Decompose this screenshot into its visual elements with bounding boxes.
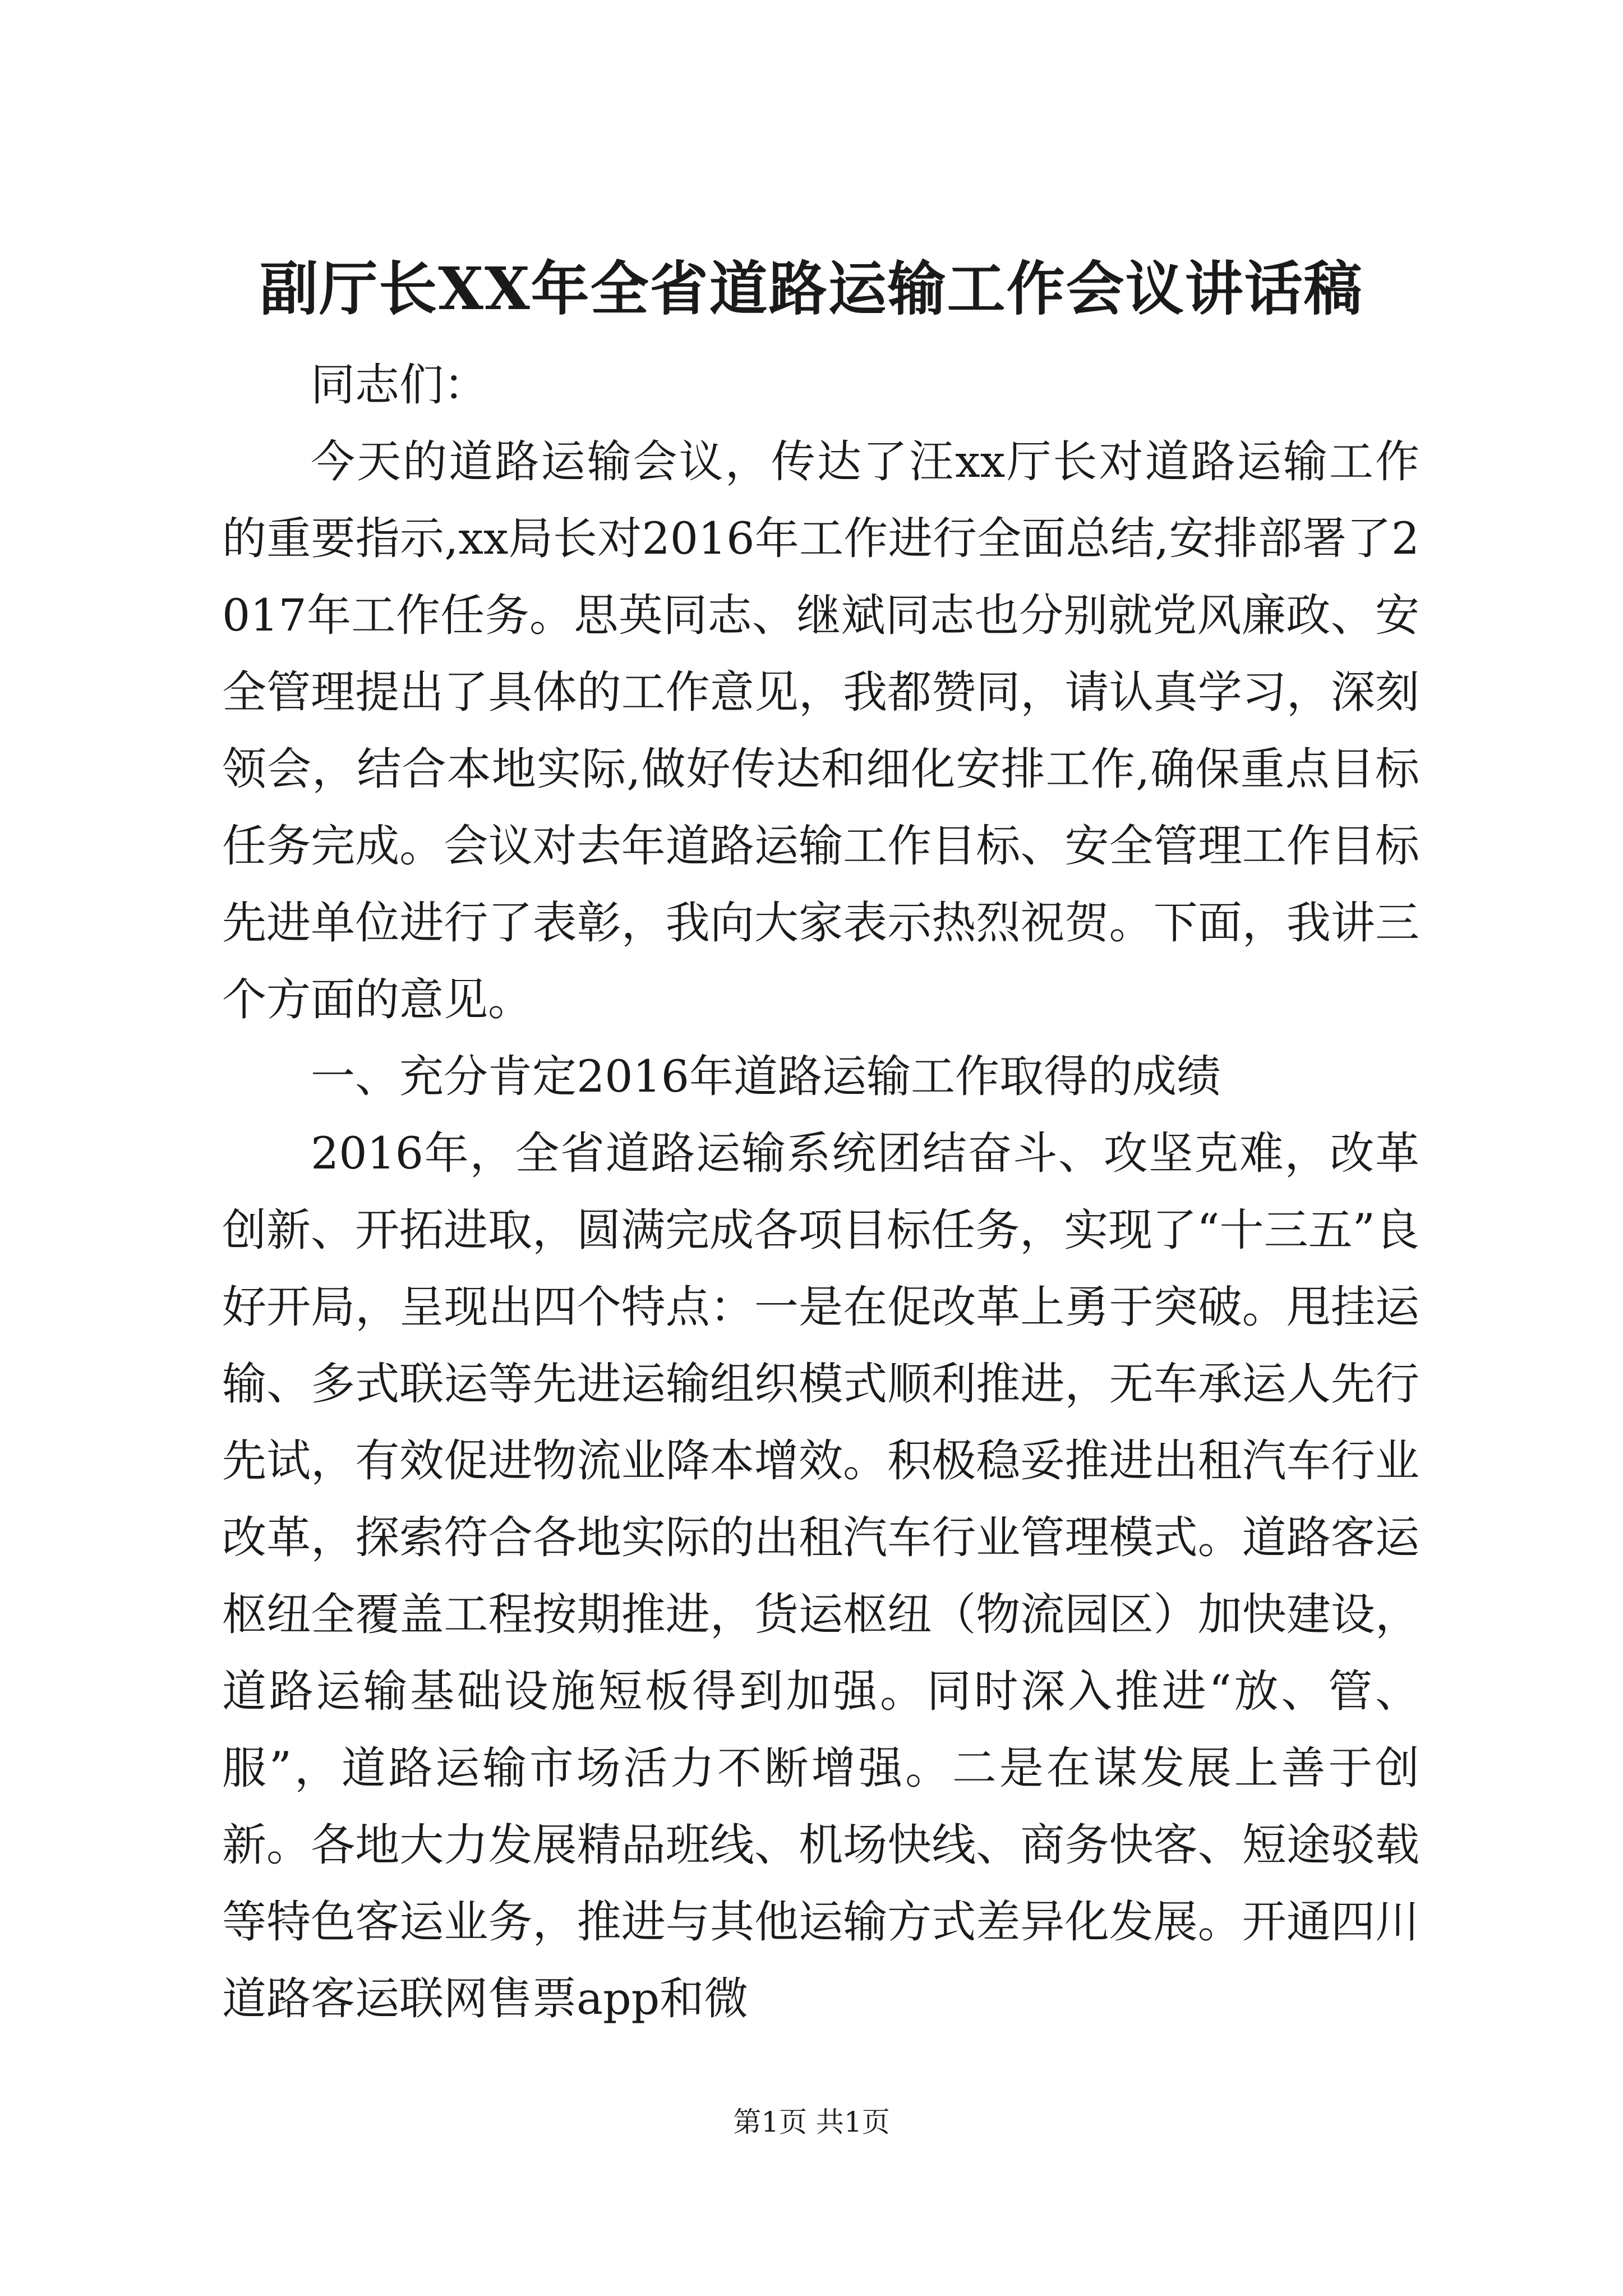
- salutation-paragraph: 同志们：: [311, 359, 488, 411]
- document-body: [222, 347, 1419, 2037]
- achievements-paragraph: 2016年，全省道路运输系统团结奋斗、攻坚克难，改革创新、开拓进取，圆满完成各项目标任务，实现了“十三五”良好开局，呈现出四个特点：一是在促改革上勇于突破。甩挂运输、多式联运等先进运输组织模式顺利推进，无车承运人先行先试，有效促进物流业降本增效。积极稳妥推进出租汽车行业改革，探索符合各地实际的出租汽车行业管理模式。道路客运枢纽全覆盖工程按期推进，货运枢纽（物流园区）加快建设，道路运输基础设施短板得到加强。同时深入推进“放、管、服”，道路运输市场活力不断增强。二是在谋发展上善于创新。各地大力发展精品班线、机场快线、商务快客、短途驳载等特色客运业务，推进与其他运输方式差异化发展。开通四川道路客运联网售票app和微: [222, 1128, 1419, 2024]
- intro-paragraph: 今天的道路运输会议，传达了汪xx厅长对道路运输工作的重要指示,xx局长对2016年工作进行全面总结,安排部署了2017年工作任务。思英同志、继斌同志也分别就党风廉政、安全管理提出了具体的工作意见，我都赞同，请认真学习，深刻领会，结合本地实际,做好传达和细化安排工作,确保重点目标任务完成。会议对去年道路运输工作目标、安全管理工作目标先进单位进行了表彰，我向大家表示热烈祝贺。下面，我讲三个方面的意见。: [222, 436, 1419, 1025]
- document-title: 副厅长XX年全省道路运输工作会议讲话稿: [260, 254, 1363, 323]
- page-footer: 第1页 共1页: [733, 2106, 890, 2138]
- section-heading: 一、充分肯定2016年道路运输工作取得的成绩: [311, 1051, 1221, 1102]
